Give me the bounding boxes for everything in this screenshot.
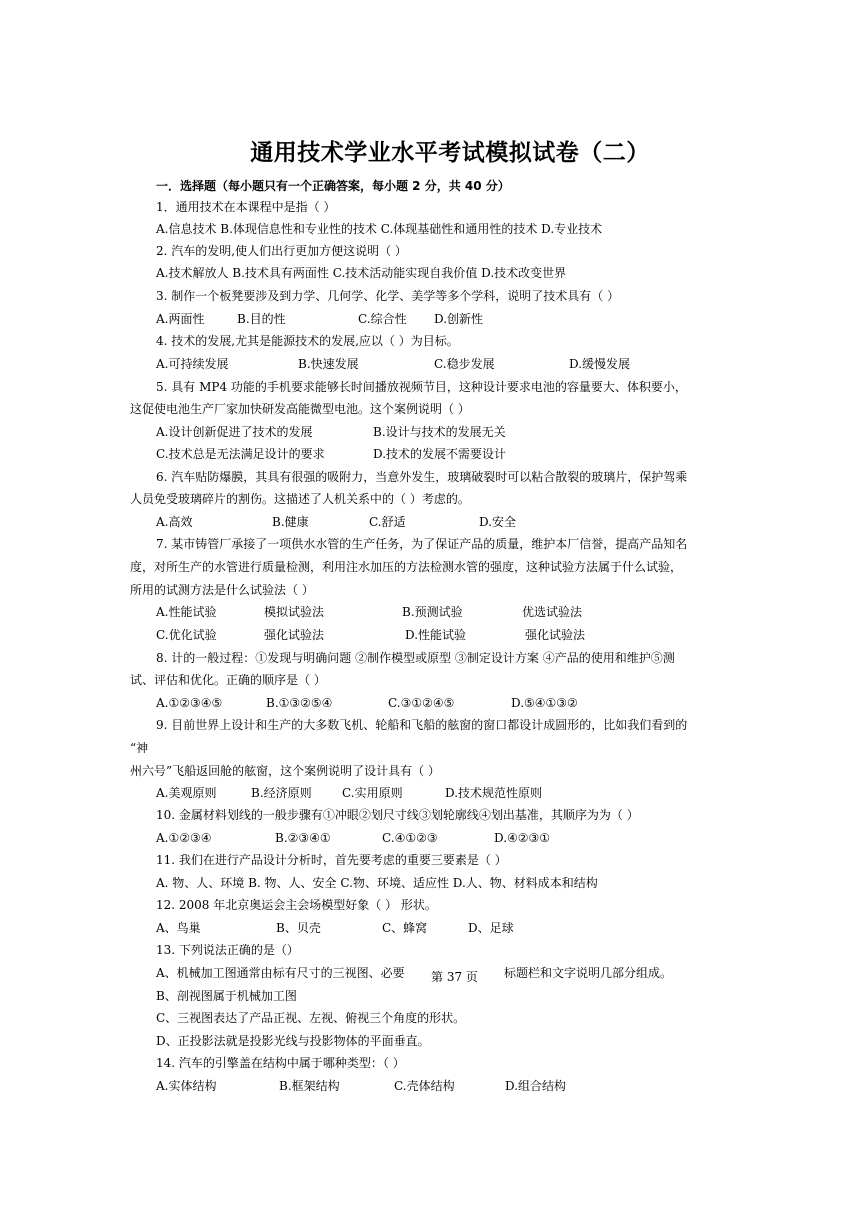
question-14: 14. 汽车的引擎盖在结构中属于哪种类型：（ ） bbox=[156, 1056, 405, 1070]
question-4-option-c: C.稳步发展 bbox=[434, 357, 495, 371]
question-8-option-a: A.①②③④⑤ bbox=[156, 696, 223, 710]
question-5-option-b: B.设计与技术的发展无关 bbox=[373, 425, 506, 439]
question-6-option-b: B.健康 bbox=[272, 515, 309, 529]
question-9-option-c: C.实用原则 bbox=[342, 786, 403, 800]
question-1: 1．通用技术在本课程中是指（ ） bbox=[156, 200, 336, 214]
question-11-options: A. 物、人、环境 B. 物、人、安全 C.物、环境、适应性 D.人、物、材料成本和结构 bbox=[156, 876, 598, 890]
question-10-option-b: B.②③④① bbox=[275, 831, 331, 845]
question-9-line-3: 州六号”飞船返回舱的舷窗，这个案例说明了设计具有（ ） bbox=[130, 764, 440, 778]
question-6-option-a: A.高效 bbox=[156, 515, 193, 529]
question-11: 11. 我们在进行产品设计分析时，首先要考虑的重要三要素是（ ） bbox=[156, 853, 507, 867]
question-13-option-b: B、剖视图属于机械加工图 bbox=[156, 989, 297, 1003]
question-3: 3. 制作一个板凳要涉及到力学、几何学、化学、美学等多个学科，说明了技术具有（ ） bbox=[156, 289, 620, 303]
question-7-line-2: 度，对所生产的水管进行质量检测，利用注水加压的方法检测水管的强度，这种试验方法属于什么试验， bbox=[130, 560, 683, 574]
question-7-option-d-method: 强化试验法 bbox=[525, 628, 586, 642]
question-13-option-a-continued: 标题栏和文字说明几部分组成。 bbox=[504, 966, 673, 980]
question-14-option-d: D.组合结构 bbox=[505, 1079, 567, 1093]
question-7-option-a: A.性能试验 bbox=[156, 605, 217, 619]
question-6-line-2: 人员免受玻璃碎片的割伤。这描述了人机关系中的（ ）考虑的。 bbox=[130, 492, 470, 506]
question-5-line-1: 5. 具有 MP4 功能的手机要求能够长时间播放视频节目，这种设计要求电池的容量要大、体积要小， bbox=[156, 380, 687, 394]
question-12: 12. 2008 年北京奥运会主会场模型好象（ ） 形状。 bbox=[156, 898, 437, 912]
question-13: 13. 下列说法正确的是（） bbox=[156, 943, 299, 957]
question-10-option-c: C.④①②③ bbox=[382, 831, 438, 845]
question-8-option-b: B.①③②⑤④ bbox=[266, 696, 333, 710]
question-14-option-b: B.框架结构 bbox=[279, 1079, 340, 1093]
question-4-option-a: A.可持续发展 bbox=[156, 357, 229, 371]
question-4-option-d: D.缓慢发展 bbox=[569, 357, 631, 371]
question-13-option-a: A、机械加工图通常由标有尺寸的三视图、必要 bbox=[156, 966, 405, 980]
question-2: 2. 汽车的发明,使人们出行更加方便这说明（ ） bbox=[156, 244, 407, 258]
question-8-option-d: D.⑤④①③② bbox=[511, 696, 578, 710]
question-3-option-a: A.两面性 bbox=[156, 312, 205, 326]
question-13-option-d: D、正投影法就是投影光线与投影物体的平面垂直。 bbox=[156, 1034, 430, 1048]
question-9-line-1: 9. 目前世界上设计和生产的大多数飞机、轮船和飞船的舷窗的窗口都设计成圆形的，比如我们看到的 bbox=[156, 718, 688, 732]
question-9-option-d: D.技术规范性原则 bbox=[445, 786, 543, 800]
question-4: 4. 技术的发展,尤其是能源技术的发展,应以（ ）为目标。 bbox=[156, 334, 459, 348]
question-8-line-1: 8. 计的一般过程：①发现与明确问题 ②制作模型或原型 ③制定设计方案 ④产品的使用和维护⑤测 bbox=[156, 651, 675, 665]
question-5-option-a: A.设计创新促进了技术的发展 bbox=[156, 425, 313, 439]
question-6-option-c: C.舒适 bbox=[369, 515, 406, 529]
question-3-option-c: C.综合性 bbox=[358, 312, 407, 326]
question-12-option-b: B、贝壳 bbox=[276, 921, 321, 935]
question-7-option-c-method: 强化试验法 bbox=[264, 628, 325, 642]
question-7-option-c: C.优化试验 bbox=[156, 628, 217, 642]
question-1-options: A.信息技术 B.体现信息性和专业性的技术 C.体现基础性和通用性的技术 D.专业技术 bbox=[156, 222, 603, 236]
question-9-line-2: “神 bbox=[130, 741, 149, 755]
question-10-option-a: A.①②③④ bbox=[156, 831, 212, 845]
question-12-option-d: D、足球 bbox=[468, 921, 514, 935]
section-heading: 一．选择题（每小题只有一个正确答案，每小题 2 分，共 40 分） bbox=[156, 179, 510, 193]
question-7-option-a-method: 模拟试验法 bbox=[264, 605, 325, 619]
question-3-option-d: D.创新性 bbox=[434, 312, 484, 326]
question-5-line-2: 这促使电池生产厂家加快研发高能微型电池。这个案例说明（ ） bbox=[130, 402, 470, 416]
question-13-option-c: C、三视图表达了产品正视、左视、俯视三个角度的形状。 bbox=[156, 1011, 466, 1025]
question-2-options: A.技术解放人 B.技术具有两面性 C.技术活动能实现自我价值 D.技术改变世界 bbox=[156, 266, 567, 280]
question-4-option-b: B.快速发展 bbox=[298, 357, 359, 371]
question-14-option-c: C.壳体结构 bbox=[394, 1079, 455, 1093]
question-10: 10. 金属材料划线的一般步骤有①冲眼②划尺寸线③划轮廓线④划出基准，其顺序为为（ ） bbox=[156, 808, 639, 822]
question-7-option-b-method: 优选试验法 bbox=[522, 605, 583, 619]
question-7-option-d: D.性能试验 bbox=[405, 628, 467, 642]
question-5-option-c: C.技术总是无法满足设计的要求 bbox=[156, 447, 325, 461]
question-5-option-d: D.技术的发展不需要设计 bbox=[373, 447, 507, 461]
page-number: 第 37 页 bbox=[428, 968, 481, 985]
question-6-line-1: 6. 汽车贴防爆膜，其具有很强的吸附力，当意外发生，玻璃破裂时可以粘合散裂的玻璃片，保护驾乘 bbox=[156, 470, 688, 484]
question-8-option-c: C.③①②④⑤ bbox=[388, 696, 455, 710]
question-14-option-a: A.实体结构 bbox=[156, 1079, 217, 1093]
question-3-option-b: B.目的性 bbox=[237, 312, 286, 326]
question-12-option-c: C、蜂窝 bbox=[382, 921, 428, 935]
question-8-line-2: 试、评估和优化。正确的顺序是（ ） bbox=[130, 673, 326, 687]
question-10-option-d: D.④②③① bbox=[494, 831, 551, 845]
question-7-line-3: 所用的试测方法是什么试验法（ ） bbox=[130, 583, 314, 597]
question-9-option-b: B.经济原则 bbox=[251, 786, 312, 800]
question-6-option-d: D.安全 bbox=[479, 515, 517, 529]
question-7-line-1: 7. 某市铸管厂承接了一项供水水管的生产任务，为了保证产品的质量，维护本厂信誉，提高产品知名 bbox=[156, 537, 688, 551]
page-title: 通用技术学业水平考试模拟试卷（二） bbox=[250, 140, 650, 166]
question-12-option-a: A、鸟巢 bbox=[156, 921, 201, 935]
question-7-option-b: B.预测试验 bbox=[402, 605, 463, 619]
question-9-option-a: A.美观原则 bbox=[156, 786, 217, 800]
